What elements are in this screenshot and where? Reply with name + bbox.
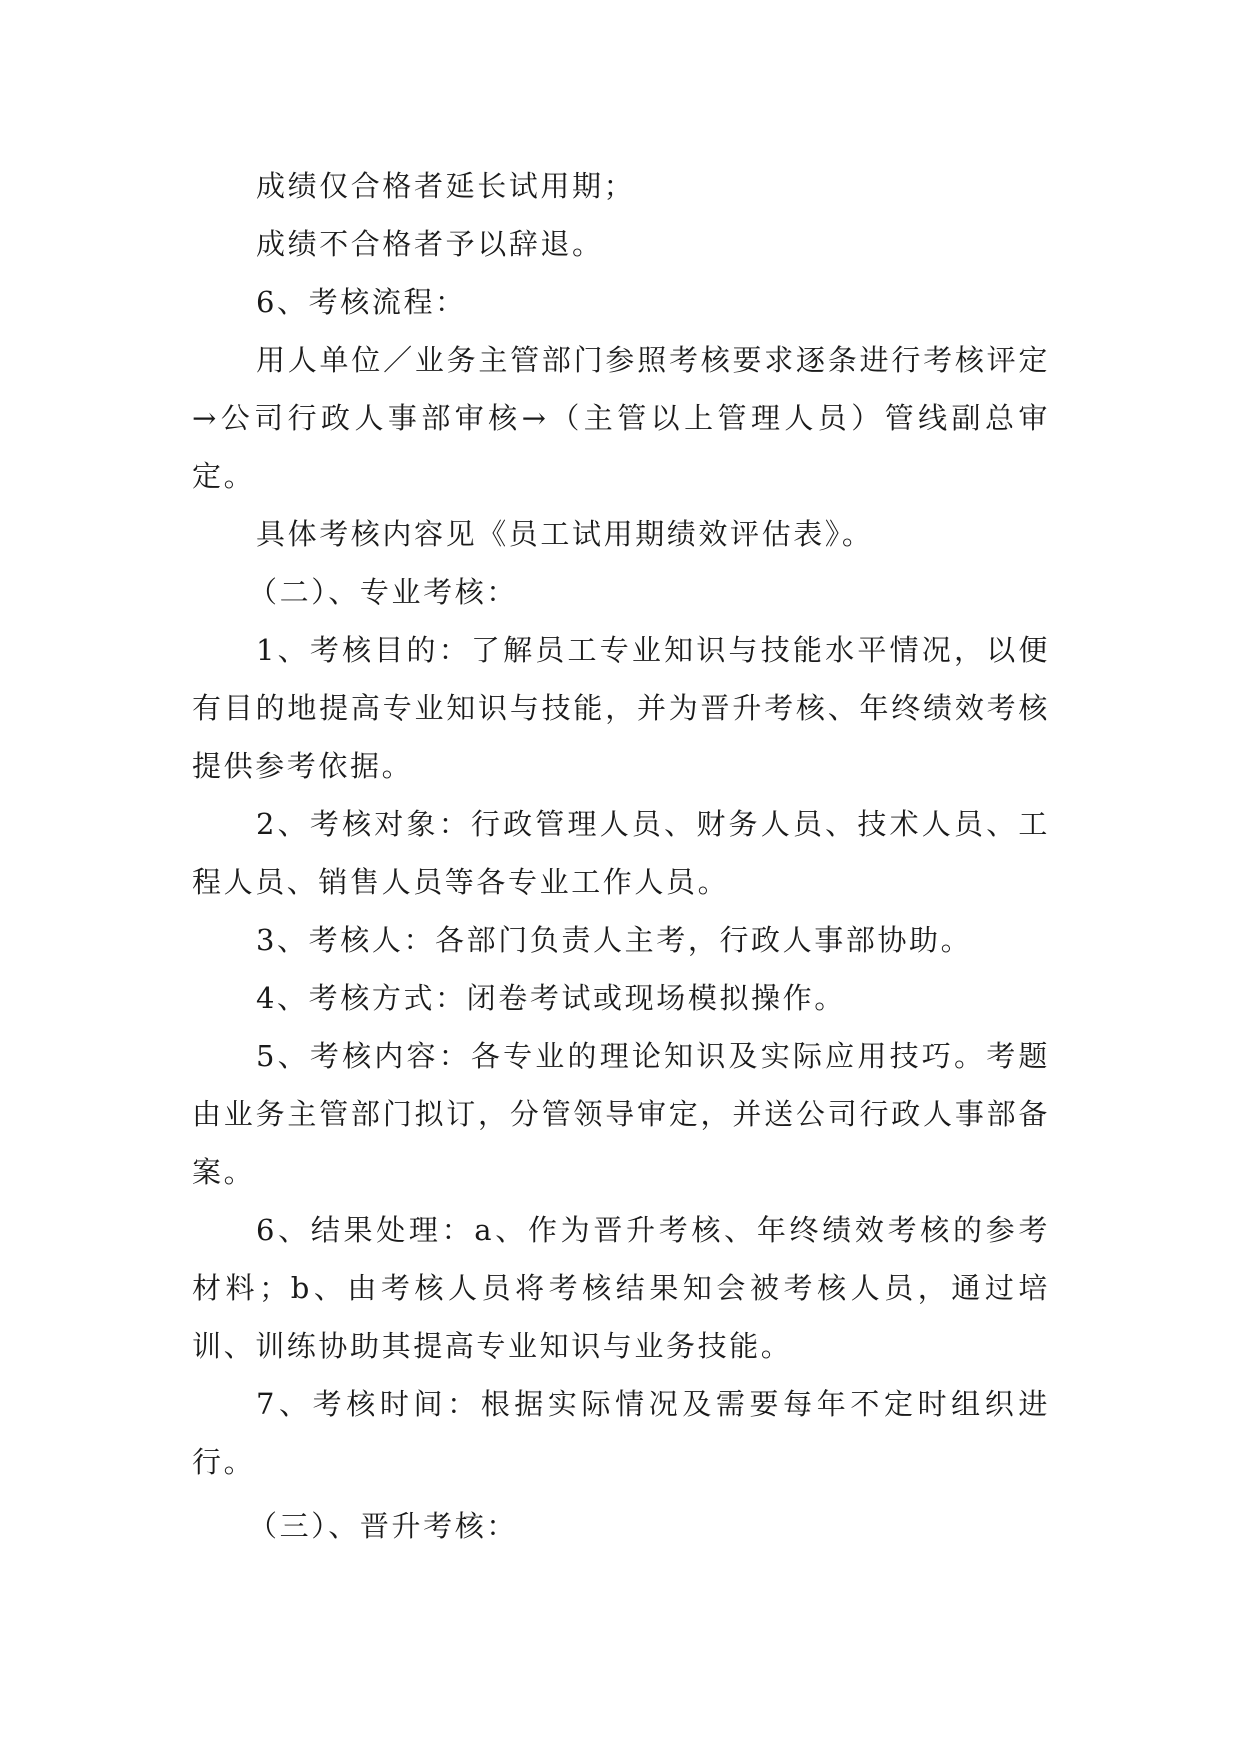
paragraph-probation-fail: 成绩不合格者予以辞退。 xyxy=(256,227,604,261)
paragraph-process-title: 6、考核流程： xyxy=(256,285,467,319)
paragraph-process-detail: 用人单位／业务主管部门参照考核要求逐条进行考核评定→公司行政人事部审核→（主管以上管理人员）管线副总审定。 xyxy=(192,343,1050,493)
paragraph-probation-pass: 成绩仅合格者延长试用期； xyxy=(256,169,636,203)
document-body xyxy=(192,157,1050,1555)
section-heading-professional: （二）、专业考核： xyxy=(248,575,518,609)
paragraph-purpose: 1、考核目的：了解员工专业知识与技能水平情况，以便有目的地提高专业知识与技能，并为晋升考核、年终绩效考核提供参考依据。 xyxy=(192,633,1050,783)
paragraph-examiner: 3、考核人：各部门负责人主考，行政人事部协助。 xyxy=(256,923,973,957)
paragraph-content: 5、考核内容：各专业的理论知识及实际应用技巧。考题由业务主管部门拟订，分管领导审定，并送公司行政人事部备案。 xyxy=(192,1039,1050,1189)
paragraph-method: 4、考核方式：闭卷考试或现场模拟操作。 xyxy=(256,981,846,1015)
paragraph-targets: 2、考核对象：行政管理人员、财务人员、技术人员、工程人员、销售人员等各专业工作人员。 xyxy=(192,807,1050,899)
paragraph-timing: 7、考核时间：根据实际情况及需要每年不定时组织进行。 xyxy=(192,1387,1050,1479)
paragraph-evaluation-form: 具体考核内容见《员工试用期绩效评估表》。 xyxy=(256,517,874,551)
section-heading-promotion: （三）、晋升考核： xyxy=(248,1509,518,1543)
paragraph-result-handling: 6、结果处理：a、作为晋升考核、年终绩效考核的参考材料；b、由考核人员将考核结果知会被考核人员，通过培训、训练协助其提高专业知识与业务技能。 xyxy=(192,1213,1050,1363)
